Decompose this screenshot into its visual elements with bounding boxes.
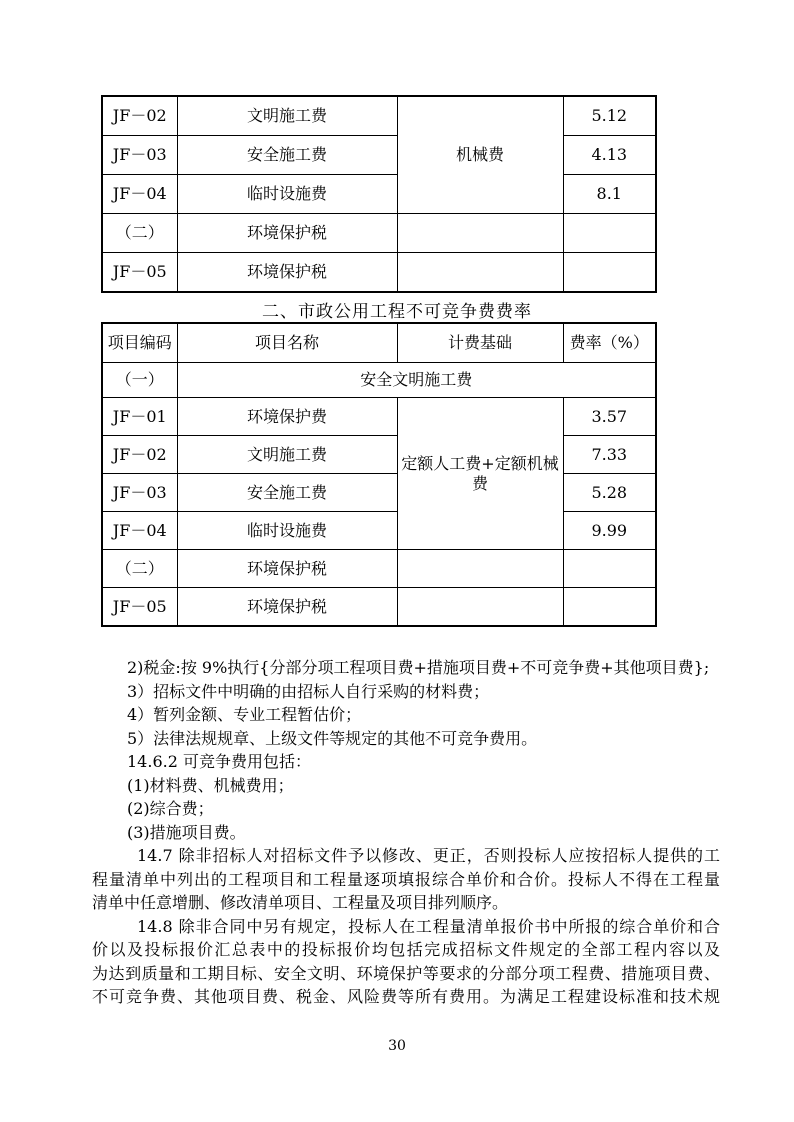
table-row: [102, 136, 656, 175]
cell-code: JF－01: [102, 398, 177, 436]
table-row: [102, 398, 656, 436]
table-row: [102, 253, 656, 293]
cell-basis: 定额人工费+定额机械费: [397, 398, 563, 550]
text-line: 14.7 除非招标人对招标文件予以修改、更正，否则投标人应按招标人提供的工: [137, 846, 720, 865]
header-name: 项目名称: [177, 323, 397, 363]
cell-code: （一）: [102, 363, 177, 398]
cell-name: 文明施工费: [177, 96, 397, 136]
text-line: 4）暂列金额、专业工程暂估价；: [127, 705, 362, 724]
cell-code: JF－05: [102, 588, 177, 627]
text-line: 清单中任意增删、修改清单项目、工程量及项目排列顺序。: [92, 893, 509, 912]
cell-basis: 机械费: [397, 96, 563, 214]
cell-name: 环境保护费: [177, 398, 397, 436]
table-row: [102, 512, 656, 550]
cell-rate: 9.99: [563, 512, 656, 550]
cell-basis: [397, 550, 563, 588]
cell-basis: [397, 214, 563, 253]
text-line: 14.6.2 可竞争费用包括：: [127, 752, 311, 771]
cell-rate: 5.28: [563, 474, 656, 512]
section-row: [102, 363, 656, 398]
cell-basis: [397, 253, 563, 293]
header-code: 项目编码: [102, 323, 177, 363]
cell-name: 安全施工费: [177, 136, 397, 175]
table-row: [102, 175, 656, 214]
text-line: 程量清单中列出的工程项目和工程量逐项填报综合单价和合价。投标人不得在工程量: [92, 869, 720, 889]
cell-rate: 4.13: [563, 136, 656, 175]
cell-rate: 5.12: [563, 96, 656, 136]
cell-rate: 7.33: [563, 436, 656, 474]
page-number: 30: [388, 1038, 406, 1054]
table-row: [102, 436, 656, 474]
table-row: [102, 550, 656, 588]
cell-name: 环境保护税: [177, 550, 397, 588]
text-line: 价以及投标报价汇总表中的投标报价均包括完成招标文件规定的全部工程内容以及: [92, 940, 720, 959]
cell-name: 环境保护税: [177, 214, 397, 253]
cell-rate: [563, 588, 656, 627]
cell-rate: 8.1: [563, 175, 656, 214]
text-line: 不可竞争费、其他项目费、税金、风险费等所有费用。为满足工程建设标准和技术规: [92, 987, 720, 1006]
table-row: [102, 588, 656, 627]
cell-code: JF－05: [102, 253, 177, 293]
cell-code: （二）: [102, 550, 177, 588]
text-line: 为达到质量和工期目标、安全文明、环境保护等要求的分部分项工程费、措施项目费、: [92, 963, 720, 983]
table-row: [102, 214, 656, 253]
cell-basis: [397, 588, 563, 627]
fee-rate-table: [101, 322, 657, 627]
cell-code: JF－02: [102, 436, 177, 474]
text-line: (1)材料费、机械费用；: [127, 775, 294, 795]
header-rate: 费率（%）: [563, 323, 656, 363]
cell-rate: 3.57: [563, 398, 656, 436]
table-header-row: [102, 323, 656, 363]
fee-table-title: 二、市政公用工程不可竞争费费率: [262, 302, 532, 322]
cell-section-name: 安全文明施工费: [177, 363, 656, 398]
text-line: (2)综合费；: [127, 799, 214, 818]
cell-name: 临时设施费: [177, 512, 397, 550]
text-line: 5）法律法规规章、上级文件等规定的其他不可竞争费用。: [127, 728, 538, 748]
text-line: (3)措施项目费。: [127, 822, 246, 842]
body-text: [92, 656, 720, 1009]
cell-name: 临时设施费: [177, 175, 397, 214]
cell-name: 安全施工费: [177, 474, 397, 512]
cell-code: JF－02: [102, 96, 177, 136]
table-row: [102, 474, 656, 512]
cell-rate: [563, 253, 656, 293]
cell-name: 环境保护税: [177, 588, 397, 627]
cell-code: JF－04: [102, 512, 177, 550]
cell-code: JF－04: [102, 175, 177, 214]
header-basis: 计费基础: [397, 323, 563, 363]
continuation-table: [101, 95, 657, 293]
cell-rate: [563, 550, 656, 588]
cell-rate: [563, 214, 656, 253]
text-line: 2)税金:按 9%执行{分部分项工程项目费+措施项目费+不可竞争费+其他项目费};: [127, 658, 710, 677]
text-line: 3）招标文件中明确的由招标人自行采购的材料费；: [127, 681, 490, 701]
cell-code: JF－03: [102, 136, 177, 175]
cell-code: JF－03: [102, 474, 177, 512]
text-line: 14.8 除非合同中另有规定，投标人在工程量清单报价书中所报的综合单价和合: [137, 916, 720, 936]
table-row: [102, 96, 656, 136]
cell-name: 环境保护税: [177, 253, 397, 293]
cell-name: 文明施工费: [177, 436, 397, 474]
cell-code: （二）: [102, 214, 177, 253]
